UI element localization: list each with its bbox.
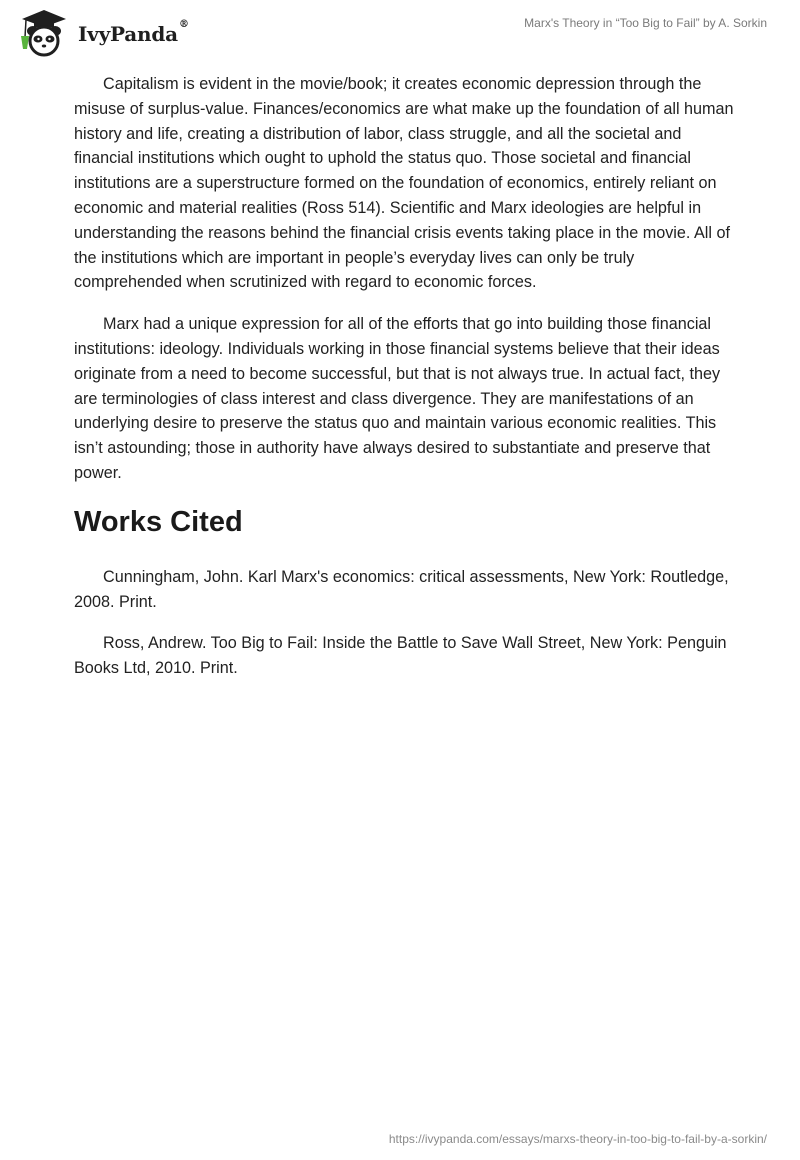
ivypanda-logo[interactable]: [14, 7, 189, 57]
source-url-link[interactable]: https://ivypanda.com/essays/marxs-theory-in-too-big-to-fail-by-a-sorkin/: [388, 1132, 767, 1146]
works-cited-heading: Works Cited: [74, 505, 243, 538]
citation-entry: Cunningham, John. Karl Marx's economics: critical assessments, New York: Routledge, 2008. Print.: [74, 567, 729, 611]
brand-name: IvyPanda®: [78, 19, 189, 46]
citation-entry: Ross, Andrew. Too Big to Fail: Inside the Battle to Save Wall Street, New York: Penguin Books Ltd, 2010. Print.: [74, 634, 727, 678]
panda-graduate-icon: [14, 7, 74, 57]
registered-mark: ®: [178, 19, 189, 30]
body-paragraph: Marx had a unique expression for all of the efforts that go into building those financial institutions: ideology. Individuals working in those financial systems believe that their ideas originate from a need to become successful, but that is not always true. In actual fact, they are terminologies of class interest and class divergence. They are manifestations of an underlying desire to preserve the status quo and maintain various economic realities. This isn’t astounding; those in authority have always desired to substantiate and preserve that power.: [74, 315, 721, 482]
page-header: [0, 0, 800, 70]
body-paragraph: Capitalism is evident in the movie/book; it creates economic depression through the misuse of surplus-value. Finances/economics are what make up the foundation of all human history and life, creating a distribution of labor, class struggle, and all the societal and financial institutions which ought to uphold the status quo. Those societal and financial institutions are a superstructure formed on the foundation of economics, entirely reliant on economic and material realities (Ross 514). Scientific and Marx ideologies are helpful in understanding the reasons behind the financial crisis events taking place in the movie. All of the institutions which are important in people’s everyday lives can only be truly comprehended when scrutinized with regard to economic forces.: [74, 75, 734, 292]
essay-content: [74, 72, 734, 698]
document-title: Marx's Theory in “Too Big to Fail” by A. Sorkin: [524, 16, 767, 30]
